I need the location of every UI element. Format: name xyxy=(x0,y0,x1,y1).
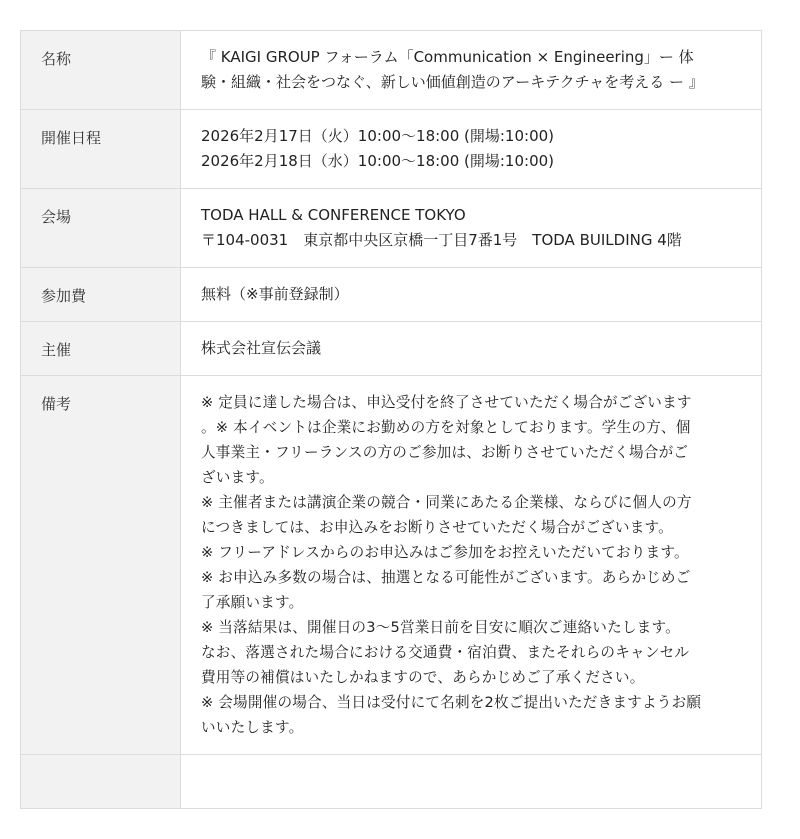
event-name-value xyxy=(181,31,761,95)
notes-value xyxy=(181,376,761,740)
value-cell xyxy=(181,31,762,110)
note-line: ※ 定員に達した場合は、申込受付を終了させていただく場合がございます xyxy=(201,394,692,411)
value-cell xyxy=(181,755,762,809)
venue-address-line: 〒104-0031 東京都中央区京橋一丁目7番1号 TODA BUILDING 4階 xyxy=(201,231,682,249)
table-row-organizer xyxy=(21,322,762,376)
table-row-name xyxy=(21,31,762,110)
table-row-schedule xyxy=(21,110,762,189)
schedule-date-line: 2026年2月18日（水）10:00〜18:00 (開場:10:00) xyxy=(201,152,555,170)
note-line: ※ 会場開催の場合、当日は受付にて名刺を2枚ご提出いただきますようお願 xyxy=(201,694,702,711)
row-label-venue: 会場 xyxy=(41,208,72,226)
event-name-line: 験・組織・社会をつなぐ、新しい価値創造のアーキテクチャを考える ー 』 xyxy=(201,73,704,91)
organizer-line: 株式会社宣伝会議 xyxy=(201,339,322,357)
note-line: 人事業主・フリーランスの方のご参加は、お断りさせていただく場合がご xyxy=(201,444,689,461)
note-line: 。※ 本イベントは企業にお勤めの方を対象としております。学生の方、個 xyxy=(201,419,691,436)
note-line: ※ 当落結果は、開催日の3〜5営業日前を目安に順次ご連絡いたします。 xyxy=(201,619,680,636)
schedule-date-line: 2026年2月17日（火）10:00〜18:00 (開場:10:00) xyxy=(201,127,555,145)
value-cell xyxy=(181,189,762,268)
label-cell xyxy=(21,110,181,189)
row-label-organizer: 主催 xyxy=(41,341,72,359)
label-cell xyxy=(21,755,181,809)
note-line: ※ 主催者または講演企業の競合・同業にあたる企業様、ならびに個人の方 xyxy=(201,494,692,511)
venue-value xyxy=(181,189,761,253)
value-cell xyxy=(181,322,762,376)
note-line: ざいます。 xyxy=(201,469,274,486)
row-label-fee: 参加費 xyxy=(41,287,87,305)
note-line: ※ フリーアドレスからのお申込みはご参加をお控えいただいております。 xyxy=(201,544,689,561)
label-cell xyxy=(21,31,181,110)
note-line: ※ お申込み多数の場合は、抽選となる可能性がございます。あらかじめご xyxy=(201,569,691,586)
note-line: いいたします。 xyxy=(201,719,304,736)
schedule-value xyxy=(181,110,761,174)
label-cell xyxy=(21,268,181,322)
label-cell xyxy=(21,189,181,268)
note-line: 費用等の補償はいたしかねますので、あらかじめご了承ください。 xyxy=(201,669,645,686)
value-cell xyxy=(181,110,762,189)
table-row-venue xyxy=(21,189,762,268)
table-row-notes xyxy=(21,376,762,755)
venue-name-line: TODA HALL & CONFERENCE TOKYO xyxy=(201,206,466,224)
row-label-schedule: 開催日程 xyxy=(41,129,102,147)
note-line: につきましては、お申込みをお断りさせていただく場合がございます。 xyxy=(201,519,673,536)
organizer-value xyxy=(181,322,761,361)
row-label-notes: 備考 xyxy=(41,395,72,413)
fee-line: 無料（※事前登録制） xyxy=(201,285,349,303)
label-cell xyxy=(21,376,181,755)
note-line: なお、落選された場合における交通費・宿泊費、またそれらのキャンセル xyxy=(201,644,690,661)
event-name-line: 『 KAIGI GROUP フォーラム「Communication × Engineering」ー 体 xyxy=(201,48,694,66)
table-row-fee xyxy=(21,268,762,322)
value-cell xyxy=(181,268,762,322)
row-label-name: 名称 xyxy=(41,50,72,68)
fee-value xyxy=(181,268,761,307)
note-line: 了承願います。 xyxy=(201,594,304,611)
row-label-empty xyxy=(21,755,180,771)
label-cell xyxy=(21,322,181,376)
value-cell xyxy=(181,376,762,755)
table-row-empty xyxy=(21,755,762,809)
event-info-table xyxy=(20,30,762,809)
